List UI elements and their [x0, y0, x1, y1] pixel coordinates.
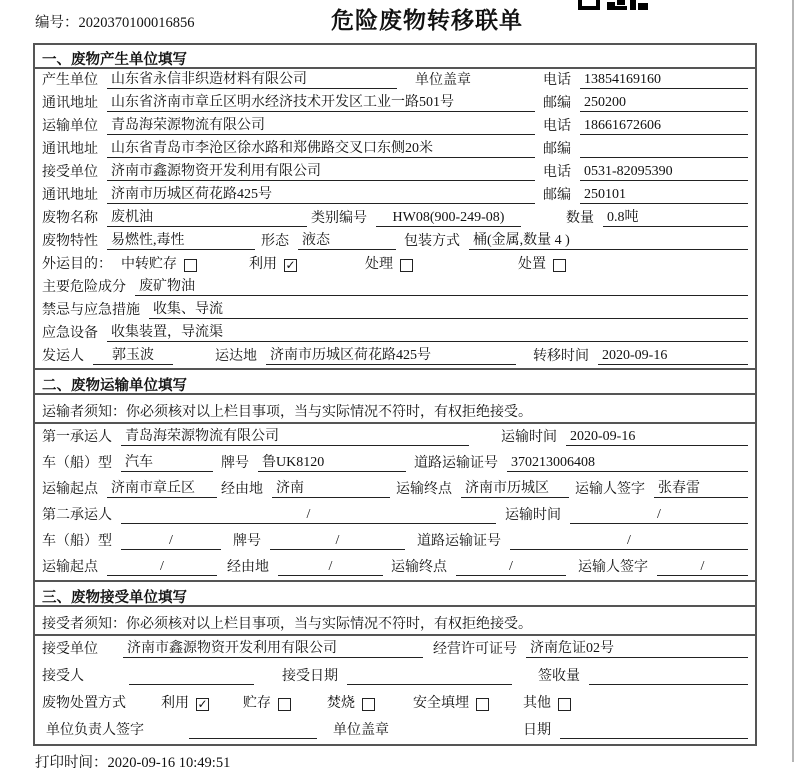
waste-qty-label: 数量 [566, 211, 594, 226]
vehicle2-plate-label: 牌号 [233, 534, 261, 549]
vehicle1-value: 汽车 [121, 451, 213, 472]
row-acceptance [35, 663, 755, 690]
producer-zip-label: 邮编 [543, 96, 571, 111]
print-time-label: 打印时间： [35, 755, 108, 768]
date-label: 日期 [523, 723, 551, 738]
receiver-label: 接受单位 [42, 165, 98, 180]
purpose-option-transfer-storage [121, 253, 197, 273]
row-route1 [35, 476, 755, 502]
checkbox-disposal-other [558, 698, 571, 711]
waste-name-value: 废机油 [107, 206, 307, 227]
accept-unit-value: 济南市鑫源物资开发利用有限公司 [123, 637, 423, 658]
checkbox-disposal-incinerate [362, 698, 375, 711]
route2-start-value: / [107, 559, 217, 576]
producer-phone-value: 13854169160 [580, 72, 748, 89]
disposal-option-label: 焚烧 [327, 696, 355, 711]
producer-phone-label: 电话 [543, 73, 571, 88]
purpose-option-utilize [249, 253, 297, 273]
disposal-option-landfill [413, 692, 489, 712]
route2-start-label: 运输起点 [42, 560, 98, 575]
emergency-equipment-label: 应急设备 [42, 326, 98, 341]
acceptor-label: 接受人 [42, 669, 84, 684]
row-hazard [35, 276, 755, 299]
row-receiver [35, 161, 755, 184]
producer-seal-label: 单位盖章 [415, 73, 471, 88]
producer-address-value: 山东省济南市章丘区明水经济技术开发区工业一路501号 [107, 91, 535, 112]
receiver-zip-value: 250101 [580, 187, 748, 204]
vehicle2-plate-value: / [270, 533, 405, 550]
serial-number [35, 11, 195, 32]
row-emergency-measures [35, 299, 755, 322]
carrier2-time-value: / [570, 507, 748, 524]
vehicle1-permit-label: 道路运输证号 [414, 456, 498, 471]
serial-label: 编号： [35, 15, 79, 31]
purpose-option-dispose [518, 253, 566, 273]
checkbox-disposal-storage [278, 698, 291, 711]
accept-date-value [347, 668, 512, 685]
disposal-option-utilize [161, 692, 209, 712]
row-vehicle2 [35, 528, 755, 554]
emergency-measures-label: 禁忌与应急措施 [42, 303, 140, 318]
row-shipper [35, 345, 755, 368]
acceptor-value [129, 668, 254, 685]
purpose-option-label: 处置 [518, 257, 546, 272]
vehicle1-plate-label: 牌号 [221, 456, 249, 471]
transporter-label: 运输单位 [42, 119, 98, 134]
transporter-value: 青岛海荣源物流有限公司 [107, 114, 535, 135]
row-purpose [35, 253, 755, 276]
receiver-zip-label: 邮编 [543, 188, 571, 203]
section3-notice: 接受者须知：你必须核对以上栏目事项，当与实际情况不符时，有权拒绝接受。 [35, 607, 755, 636]
vehicle2-permit-label: 道路运输证号 [417, 534, 501, 549]
vehicle1-label: 车（船）型 [42, 456, 112, 471]
license-label: 经营许可证号 [433, 642, 517, 657]
row-receiver-address [35, 184, 755, 207]
checkbox-utilize: ✓ [285, 259, 296, 272]
transporter-phone-label: 电话 [543, 119, 571, 134]
route2-sign-label: 运输人签字 [578, 560, 648, 575]
section1-header: 一、废物产生单位填写 [35, 45, 755, 69]
producer-address-label: 通讯地址 [42, 96, 98, 111]
route1-sign-value: 张春雷 [654, 477, 748, 498]
route2-sign-value: / [657, 559, 748, 576]
producer-value: 山东省永信非织造材料有限公司 [107, 68, 397, 89]
purpose-option-label: 中转贮存 [121, 257, 177, 272]
accept-unit-label: 接受单位 [42, 642, 98, 657]
carrier2-time-label: 运输时间 [505, 508, 561, 523]
route1-via-label: 经由地 [221, 482, 263, 497]
transporter-zip-label: 邮编 [543, 142, 571, 157]
route1-start-label: 运输起点 [42, 482, 98, 497]
checkbox-disposal-landfill [476, 698, 489, 711]
route2-end-label: 运输终点 [391, 560, 447, 575]
route1-start-value: 济南市章丘区 [107, 477, 217, 498]
document-header [0, 0, 796, 43]
waste-code-value: HW08(900-249-08) [376, 210, 521, 227]
unit-seal-label: 单位盖章 [333, 723, 389, 738]
vehicle2-permit-value: / [510, 533, 748, 550]
disposal-option-label: 贮存 [243, 696, 271, 711]
row-waste-props [35, 230, 755, 253]
receiver-address-label: 通讯地址 [42, 188, 98, 203]
checkbox-transfer-storage [184, 259, 197, 272]
row-signature [35, 717, 755, 744]
signed-amount-label: 签收量 [538, 669, 580, 684]
waste-props-value: 易燃性,毒性 [107, 229, 255, 250]
responsible-signature-label: 单位负责人签字 [46, 723, 144, 738]
vehicle1-permit-value: 370213006408 [507, 455, 748, 472]
waste-pack-label: 包装方式 [404, 234, 460, 249]
print-time [35, 751, 230, 768]
row-route2 [35, 554, 755, 580]
waste-props-label: 废物特性 [42, 234, 98, 249]
waste-form-label: 形态 [261, 234, 289, 249]
carrier2-label: 第二承运人 [42, 508, 112, 523]
section3-header: 三、废物接受单位填写 [35, 580, 755, 607]
waste-pack-value: 桶(金属,数量 4 ) [469, 229, 748, 250]
section2-header: 二、废物运输单位填写 [35, 368, 755, 395]
carrier2-value: / [121, 507, 496, 524]
purpose-label: 外运目的： [42, 257, 112, 272]
row-carrier1 [35, 424, 755, 450]
waste-form-value: 液态 [298, 229, 396, 250]
route1-via-value: 济南 [272, 477, 390, 498]
disposal-option-storage [243, 692, 291, 712]
hazard-label: 主要危险成分 [42, 280, 126, 295]
route2-end-value: / [456, 559, 566, 576]
disposal-option-label: 利用 [161, 696, 189, 711]
producer-label: 产生单位 [42, 73, 98, 88]
carrier1-time-label: 运输时间 [501, 430, 557, 445]
waste-qty-value: 0.8吨 [603, 206, 748, 227]
vehicle2-label: 车（船）型 [42, 534, 112, 549]
disposal-label: 废物处置方式 [42, 696, 126, 711]
shipper-dest-value: 济南市历城区荷花路425号 [266, 344, 516, 365]
date-value [560, 722, 748, 739]
carrier1-time-value: 2020-09-16 [566, 429, 748, 446]
vehicle2-value: / [121, 533, 221, 550]
receiver-address-value: 济南市历城区荷花路425号 [107, 183, 535, 204]
page-title: 危险废物转移联单 [331, 7, 523, 33]
route1-sign-label: 运输人签字 [575, 482, 645, 497]
receiver-phone-value: 0531-82095390 [580, 164, 748, 181]
transporter-phone-value: 18661672606 [580, 118, 748, 135]
receiver-value: 济南市鑫源物资开发利用有限公司 [107, 160, 535, 181]
route1-end-value: 济南市历城区 [461, 477, 569, 498]
row-transporter [35, 115, 755, 138]
route1-end-label: 运输终点 [396, 482, 452, 497]
shipper-value: 郭玉波 [93, 344, 173, 365]
row-carrier2 [35, 502, 755, 528]
qr-code-fragment-icon [578, 0, 648, 10]
receiver-phone-label: 电话 [543, 165, 571, 180]
row-disposal [35, 690, 755, 717]
checkbox-disposal-utilize: ✓ [197, 698, 208, 711]
disposal-option-other [523, 692, 571, 712]
row-vehicle1 [35, 450, 755, 476]
serial-value: 2020370100016856 [78, 15, 195, 31]
carrier1-label: 第一承运人 [42, 430, 112, 445]
row-transporter-address [35, 138, 755, 161]
checkbox-dispose [553, 259, 566, 272]
shipper-label: 发运人 [42, 349, 84, 364]
print-time-value: 2020-09-16 10:49:51 [107, 755, 231, 768]
producer-zip-value: 250200 [580, 95, 748, 112]
disposal-option-incinerate [327, 692, 375, 712]
license-value: 济南危证02号 [526, 637, 748, 658]
manifest-form-table [33, 43, 757, 746]
transporter-zip-value [580, 141, 748, 158]
transporter-address-label: 通讯地址 [42, 142, 98, 157]
purpose-option-label: 处理 [365, 257, 393, 272]
waste-code-label: 类别编号 [311, 211, 367, 226]
purpose-option-label: 利用 [249, 257, 277, 272]
row-emergency-equipment [35, 322, 755, 345]
disposal-option-label: 其他 [523, 696, 551, 711]
hazard-value: 废矿物油 [135, 275, 748, 296]
emergency-measures-value: 收集、导流 [149, 298, 748, 319]
row-waste-name [35, 207, 755, 230]
waste-name-label: 废物名称 [42, 211, 98, 226]
page-right-edge [792, 0, 794, 762]
checkbox-treat [400, 259, 413, 272]
row-accept-unit [35, 636, 755, 663]
row-producer-address [35, 92, 755, 115]
transporter-address-value: 山东省青岛市李沧区徐水路和郑佛路交叉口东侧20米 [107, 137, 535, 158]
route2-via-value: / [278, 559, 383, 576]
purpose-option-treat [365, 253, 413, 273]
vehicle1-plate-value: 鲁UK8120 [258, 451, 406, 472]
shipper-time-value: 2020-09-16 [598, 348, 748, 365]
emergency-equipment-value: 收集装置，导流渠 [107, 321, 748, 342]
row-producer [35, 69, 755, 92]
carrier1-value: 青岛海荣源物流有限公司 [121, 425, 469, 446]
route2-via-label: 经由地 [227, 560, 269, 575]
shipper-dest-label: 运达地 [215, 349, 257, 364]
disposal-option-label: 安全填埋 [413, 696, 469, 711]
signed-amount-value [589, 668, 748, 685]
shipper-time-label: 转移时间 [533, 349, 589, 364]
responsible-signature-value [189, 722, 317, 739]
accept-date-label: 接受日期 [282, 669, 338, 684]
section2-notice: 运输者须知：你必须核对以上栏目事项，当与实际情况不符时，有权拒绝接受。 [35, 395, 755, 424]
